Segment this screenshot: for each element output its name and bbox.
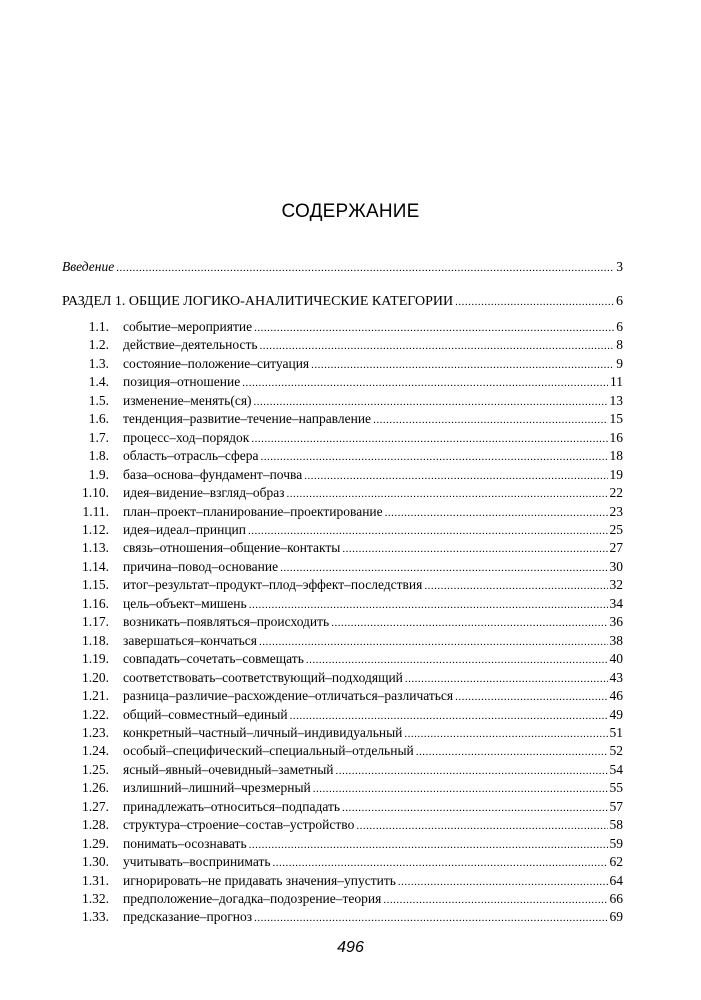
toc-item[interactable] xyxy=(82,318,623,336)
toc-item-title: план–проект–планирование–проектирование xyxy=(123,503,383,519)
toc-item[interactable] xyxy=(82,410,623,428)
toc-item-page: 58 xyxy=(609,817,623,833)
toc-item-page: 27 xyxy=(609,540,623,556)
toc-item-page: 18 xyxy=(609,448,623,464)
toc-item-number: 1.24. xyxy=(82,743,109,759)
toc-item-page: 64 xyxy=(609,872,623,888)
toc-leader-dots xyxy=(260,337,615,355)
toc-leader-dots xyxy=(311,356,614,374)
toc-item-title: разница–различие–расхождение–отличаться–различаться xyxy=(123,688,454,703)
toc-item-page: 19 xyxy=(609,466,623,482)
toc-item-title: понимать–осознавать xyxy=(123,835,247,851)
toc-item-page: 59 xyxy=(609,835,623,851)
toc-item-number: 1.20. xyxy=(82,669,109,685)
toc-item-title: процесс–ход–порядок xyxy=(123,429,250,445)
toc-item-title: ясный–явный–очевидный–заметный xyxy=(123,761,334,777)
toc-section-label: РАЗДЕЛ 1. ОБЩИЕ ЛОГИКО-АНАЛИТИЧЕСКИЕ КАТЕГОРИИ xyxy=(62,294,454,309)
toc-item-title: структура–строение–состав–устройство xyxy=(123,817,355,833)
toc-item-page: 57 xyxy=(609,798,623,814)
toc-item-title: действие–деятельность xyxy=(123,337,258,353)
toc-item-number: 1.3. xyxy=(88,355,109,371)
toc-item[interactable] xyxy=(82,669,623,687)
toc-leader-dots xyxy=(254,393,608,411)
toc-item-title: позиция–отношение xyxy=(123,374,241,390)
toc-item-page: 25 xyxy=(609,522,623,537)
toc-leader-dots xyxy=(251,430,607,448)
toc-item-page: 6 xyxy=(616,319,623,334)
toc-item[interactable] xyxy=(82,336,623,354)
toc-leader-dots xyxy=(248,522,608,540)
toc-item-title: совпадать–сочетать–совмещать xyxy=(123,651,304,667)
toc-item[interactable] xyxy=(82,484,623,502)
toc-item-page: 52 xyxy=(609,743,623,759)
toc-item-title: состояние–положение–ситуация xyxy=(123,355,310,371)
toc-item[interactable] xyxy=(82,853,623,871)
toc-item[interactable] xyxy=(82,466,623,484)
toc-leader-dots xyxy=(249,836,608,854)
toc-item-title: причина–повод–основание xyxy=(123,558,279,574)
toc-item[interactable] xyxy=(82,798,623,816)
toc-leader-dots xyxy=(373,411,607,429)
toc-item-number: 1.33. xyxy=(82,909,109,925)
toc-item-title: соответствовать–соответствующий–подходящий xyxy=(123,669,403,685)
toc-item-number: 1.27. xyxy=(82,798,109,814)
toc-item-number: 1.14. xyxy=(82,558,109,574)
toc-leader-dots xyxy=(383,891,607,909)
toc-item-page: 49 xyxy=(609,706,623,722)
toc-leader-dots xyxy=(405,670,608,688)
toc-item-title: база–основа–фундамент–почва xyxy=(123,466,303,482)
toc-item-number: 1.25. xyxy=(82,761,109,777)
toc-item-number: 1.9. xyxy=(88,466,109,482)
toc-item-title: тенденция–развитие–течение–направление xyxy=(123,411,372,427)
toc-item-number: 1.1. xyxy=(88,319,109,334)
toc-item-page: 66 xyxy=(609,890,623,906)
toc-item[interactable] xyxy=(82,890,623,908)
toc-item-number: 1.15. xyxy=(82,577,109,593)
toc-item-page: 34 xyxy=(609,595,623,611)
toc-item[interactable] xyxy=(82,521,623,539)
toc-entry-intro[interactable] xyxy=(62,258,623,276)
toc-item[interactable] xyxy=(82,816,623,834)
toc-entry-page: 3 xyxy=(616,259,623,274)
toc-item-number: 1.2. xyxy=(88,337,109,353)
toc-item-number: 1.4. xyxy=(88,374,109,390)
toc-item[interactable] xyxy=(82,447,623,465)
toc-item-number: 1.23. xyxy=(82,724,109,740)
toc-leader-dots xyxy=(259,633,608,651)
toc-item-title: предсказание–прогноз xyxy=(123,909,253,925)
toc-item-number: 1.28. xyxy=(82,817,109,833)
toc-leader-dots xyxy=(287,485,608,503)
toc-item-page: 22 xyxy=(609,485,623,500)
toc-item-number: 1.32. xyxy=(82,890,109,906)
toc-item-title: игнорировать–не придавать значения–упустить xyxy=(123,872,396,888)
toc-item-page: 8 xyxy=(616,337,623,353)
toc-section-page: 6 xyxy=(616,294,623,309)
toc-leader-dots xyxy=(455,688,607,706)
toc-leader-dots xyxy=(290,707,608,725)
page-number: 496 xyxy=(337,939,364,956)
toc-item-number: 1.29. xyxy=(82,835,109,851)
toc-entry-label: Введение xyxy=(62,259,115,274)
toc-item-title: связь–отношения–общение–контакты xyxy=(123,540,341,556)
toc-item-page: 51 xyxy=(609,724,623,740)
toc-leader-dots xyxy=(336,762,608,780)
toc-item[interactable] xyxy=(82,761,623,779)
toc-item-title: идея–идеал–принцип xyxy=(123,522,246,537)
toc-item[interactable] xyxy=(82,835,623,853)
toc-item-title: цель–объект–мишень xyxy=(123,595,247,611)
toc-leader-dots xyxy=(249,596,608,614)
toc-item[interactable] xyxy=(82,429,623,447)
toc-leader-dots xyxy=(242,374,608,392)
toc-item-number: 1.11. xyxy=(82,503,109,519)
toc-item-title: событие–мероприятие xyxy=(123,319,253,334)
toc-leader-dots xyxy=(385,504,608,522)
toc-item-number: 1.30. xyxy=(82,854,109,869)
toc-item-number: 1.18. xyxy=(82,632,109,648)
toc-item-title: возникать–появляться–происходить xyxy=(123,614,330,630)
toc-section-heading[interactable] xyxy=(62,293,623,311)
toc-item-page: 62 xyxy=(609,854,623,869)
toc-item[interactable] xyxy=(82,539,623,557)
toc-leader-dots xyxy=(306,651,608,669)
toc-leader-dots xyxy=(404,725,607,743)
toc-leader-dots xyxy=(260,448,607,466)
toc-item[interactable] xyxy=(82,872,623,890)
toc-item-title: общий–совместный–единый xyxy=(123,706,288,722)
toc-leader-dots xyxy=(455,293,614,311)
toc-item-number: 1.22. xyxy=(82,706,109,722)
toc-leader-dots xyxy=(342,799,607,817)
toc-item-page: 16 xyxy=(609,429,623,445)
toc-item-number: 1.5. xyxy=(88,392,109,408)
toc-item[interactable] xyxy=(82,687,623,705)
toc-item-number: 1.10. xyxy=(82,485,109,500)
toc-item-title: итог–результат–продукт–плод–эффект–последствия xyxy=(123,577,423,593)
toc-item-page: 9 xyxy=(616,355,623,371)
toc-item-title: особый–специфический–специальный–отдельный xyxy=(123,743,414,759)
toc-item-number: 1.8. xyxy=(88,448,109,464)
toc-item-title: завершаться–кончаться xyxy=(123,632,257,648)
toc-item-title: принадлежать–относиться–подпадать xyxy=(123,798,341,814)
toc-item[interactable] xyxy=(82,503,623,521)
toc-item-number: 1.31. xyxy=(82,872,109,888)
toc-leader-dots xyxy=(273,854,608,872)
toc-item[interactable] xyxy=(82,908,623,926)
toc-item-page: 69 xyxy=(609,909,623,925)
toc-leader-dots xyxy=(304,467,607,485)
toc-item[interactable] xyxy=(82,558,623,576)
toc-item-page: 15 xyxy=(609,411,623,427)
toc-leader-dots xyxy=(424,577,607,595)
toc-leader-dots xyxy=(416,743,608,761)
toc-item-page: 36 xyxy=(609,614,623,630)
toc-item-number: 1.13. xyxy=(82,540,109,556)
toc-item-page: 38 xyxy=(609,632,623,648)
toc-item[interactable] xyxy=(82,355,623,373)
toc-item-number: 1.7. xyxy=(88,429,109,445)
toc-item-page: 11 xyxy=(610,374,623,390)
toc-item-number: 1.26. xyxy=(82,780,109,796)
toc-item-number: 1.21. xyxy=(82,688,109,703)
toc-leader-dots xyxy=(116,259,614,277)
toc-item-number: 1.19. xyxy=(82,651,109,667)
toc-leader-dots xyxy=(331,614,607,632)
toc-item-title: предположение–догадка–подозрение–теория xyxy=(123,890,382,906)
toc-leader-dots xyxy=(356,817,607,835)
toc-item-page: 40 xyxy=(609,651,623,667)
toc-item-page: 30 xyxy=(609,558,623,574)
toc-item[interactable] xyxy=(82,632,623,650)
toc-leader-dots xyxy=(254,319,614,337)
toc-item-title: учитывать–воспринимать xyxy=(123,854,271,869)
toc-item-page: 13 xyxy=(609,392,623,408)
toc-leader-dots xyxy=(398,873,608,891)
toc-item-page: 54 xyxy=(609,761,623,777)
toc-item-number: 1.17. xyxy=(82,614,109,630)
toc-item-page: 55 xyxy=(609,780,623,796)
toc-item[interactable] xyxy=(82,392,623,410)
toc-item-title: область–отрасль–сфера xyxy=(123,448,259,464)
toc-item[interactable] xyxy=(82,595,623,613)
toc-leader-dots xyxy=(254,909,607,927)
toc-item-page: 43 xyxy=(609,669,623,685)
toc-item-page: 46 xyxy=(609,688,623,703)
toc-item[interactable] xyxy=(82,373,623,391)
toc-item-title: изменение–менять(ся) xyxy=(123,392,252,408)
toc-item[interactable] xyxy=(82,742,623,760)
toc-item-number: 1.12. xyxy=(82,522,109,537)
toc-item[interactable] xyxy=(82,576,623,594)
toc-leader-dots xyxy=(313,780,608,798)
toc-item[interactable] xyxy=(82,650,623,668)
toc-item[interactable] xyxy=(82,613,623,631)
toc-item-title: идея–видение–взгляд–образ xyxy=(123,485,285,500)
toc-item-title: конкретный–частный–личный–индивидуальный xyxy=(123,724,403,740)
toc-item[interactable] xyxy=(82,724,623,742)
toc-item[interactable] xyxy=(82,779,623,797)
toc-leader-dots xyxy=(280,559,607,577)
toc-item-number: 1.6. xyxy=(88,411,109,427)
toc-item-number: 1.16. xyxy=(82,595,109,611)
toc-item[interactable] xyxy=(82,706,623,724)
toc-item-title: излишний–лишний–чрезмерный xyxy=(123,780,311,796)
toc-item-page: 23 xyxy=(609,503,623,519)
toc-item-page: 32 xyxy=(609,577,623,593)
page-title: СОДЕРЖАНИЕ xyxy=(281,201,420,222)
toc-leader-dots xyxy=(342,540,607,558)
